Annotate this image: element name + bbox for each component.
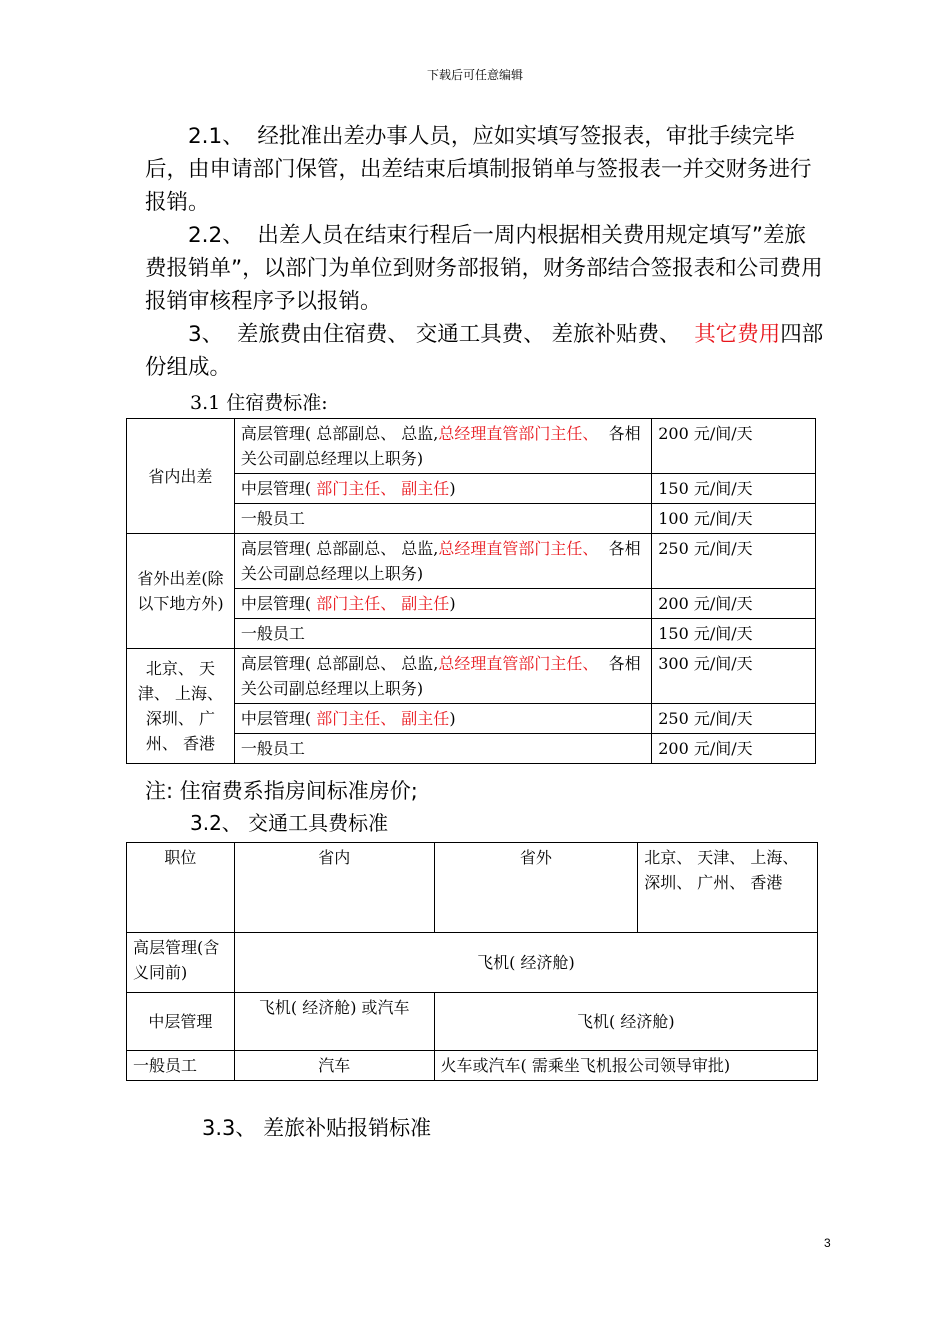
level-text: 高层管理( 总部副总、 总监, (240, 424, 439, 443)
transport-cell: 火车或汽车( 需乘坐飞机报公司领导审批) (434, 1051, 817, 1081)
lodging-note: 注: 住宿费系指房间标准房价; (145, 779, 418, 803)
level-text: 中层管理( (240, 479, 312, 498)
level-cell (234, 704, 651, 734)
transport-cell: 飞机( 经济舱) (434, 993, 817, 1051)
price-cell: 250 元/间/天 (652, 534, 816, 589)
body-text (145, 120, 825, 384)
price-cell: 150 元/间/天 (652, 474, 816, 504)
region-cell: 北京、 天津、 上海、 深圳、 广州、 香港 (127, 649, 235, 764)
level-cell: 一般员工 (234, 504, 651, 534)
level-cell (234, 649, 651, 704)
page-header: 下载后可任意编辑 (426, 68, 523, 82)
paragraph-2-1-number: 2.1、 (188, 124, 244, 149)
level-text-red: 部门主任、 副主任 (316, 479, 450, 498)
level-text-post: 各相关公司副总经理以上职务) (240, 539, 641, 583)
page-number: 3 (824, 1236, 831, 1250)
price-cell: 200 元/间/天 (652, 589, 816, 619)
paragraph-3-text-red: 其它费用 (694, 322, 781, 347)
lodging-table (126, 418, 816, 764)
level-cell (234, 589, 651, 619)
subsidy-heading: 3.3、 差旅补贴报销标准 (202, 1116, 432, 1140)
level-text-red: 部门主任、 副主任 (316, 709, 450, 728)
role-cell: 高层管理(含义同前) (127, 933, 235, 993)
price-cell: 300 元/间/天 (652, 649, 816, 704)
price-cell: 200 元/间/天 (652, 419, 816, 474)
price-cell: 150 元/间/天 (652, 619, 816, 649)
paragraph-3-number: 3、 (188, 322, 224, 347)
paragraph-3-text-b: 四部份组成。 (145, 322, 824, 380)
level-cell: 一般员工 (234, 619, 651, 649)
level-text: 中层管理( (240, 594, 312, 613)
level-text-red: 总经理直管部门主任、 (438, 654, 599, 673)
column-header: 省外 (434, 843, 638, 933)
level-text-post: ) (449, 479, 456, 498)
table-header-row (127, 843, 818, 933)
price-cell: 200 元/间/天 (652, 734, 816, 764)
column-header: 北京、 天津、 上海、 深圳、 广州、 香港 (638, 843, 818, 933)
transport-cell: 汽车 (234, 1051, 434, 1081)
transport-cell: 飞机( 经济舱) (234, 933, 817, 993)
level-text-red: 总经理直管部门主任、 (438, 424, 599, 443)
paragraph-2-2-number: 2.2、 (188, 223, 244, 248)
level-text: 高层管理( 总部副总、 总监, (240, 539, 439, 558)
role-cell: 一般员工 (127, 1051, 235, 1081)
paragraph-3-text-a: 差旅费由住宿费、 交通工具费、 差旅补贴费、 (236, 322, 681, 347)
transport-cell: 飞机( 经济舱) 或汽车 (234, 993, 434, 1051)
level-text-red: 部门主任、 副主任 (316, 594, 450, 613)
paragraph-2-1-text: 经批准出差办事人员，应如实填写签报表，审批手续完毕后，由申请部门保管，出差结束后填制报销单与签报表一并交财务进行报销。 (145, 124, 812, 215)
column-header: 省内 (234, 843, 434, 933)
level-cell (234, 474, 651, 504)
level-cell (234, 419, 651, 474)
level-cell (234, 534, 651, 589)
table-row (127, 993, 818, 1051)
table-row (127, 933, 818, 993)
paragraph-2-2 (145, 219, 825, 318)
transport-table (126, 842, 818, 1081)
level-text-post: ) (449, 594, 456, 613)
transport-heading: 3.2、 交通工具费标准 (190, 811, 389, 835)
level-text: 中层管理( (240, 709, 312, 728)
level-cell: 一般员工 (234, 734, 651, 764)
paragraph-3 (145, 318, 825, 384)
paragraph-2-2-text: 出差人员在结束行程后一周内根据相关费用规定填写”差旅费报销单”，以部门为单位到财务部报销，财务部结合签报表和公司费用报销审核程序予以报销。 (145, 223, 823, 314)
region-cell: 省外出差(除以下地方外) (127, 534, 235, 649)
level-text-red: 总经理直管部门主任、 (438, 539, 599, 558)
table-row (127, 1051, 818, 1081)
role-cell: 中层管理 (127, 993, 235, 1051)
table-row (127, 419, 816, 474)
price-cell: 250 元/间/天 (652, 704, 816, 734)
price-cell: 100 元/间/天 (652, 504, 816, 534)
level-text-post: 各相关公司副总经理以上职务) (240, 654, 641, 698)
table-row (127, 534, 816, 589)
level-text-post: ) (449, 709, 456, 728)
table-row (127, 649, 816, 704)
lodging-heading: 3.1 住宿费标准: (190, 392, 328, 414)
region-cell: 省内出差 (127, 419, 235, 534)
level-text: 高层管理( 总部副总、 总监, (240, 654, 439, 673)
paragraph-2-1 (145, 120, 825, 219)
level-text-post: 各相关公司副总经理以上职务) (240, 424, 641, 468)
column-header: 职位 (127, 843, 235, 933)
